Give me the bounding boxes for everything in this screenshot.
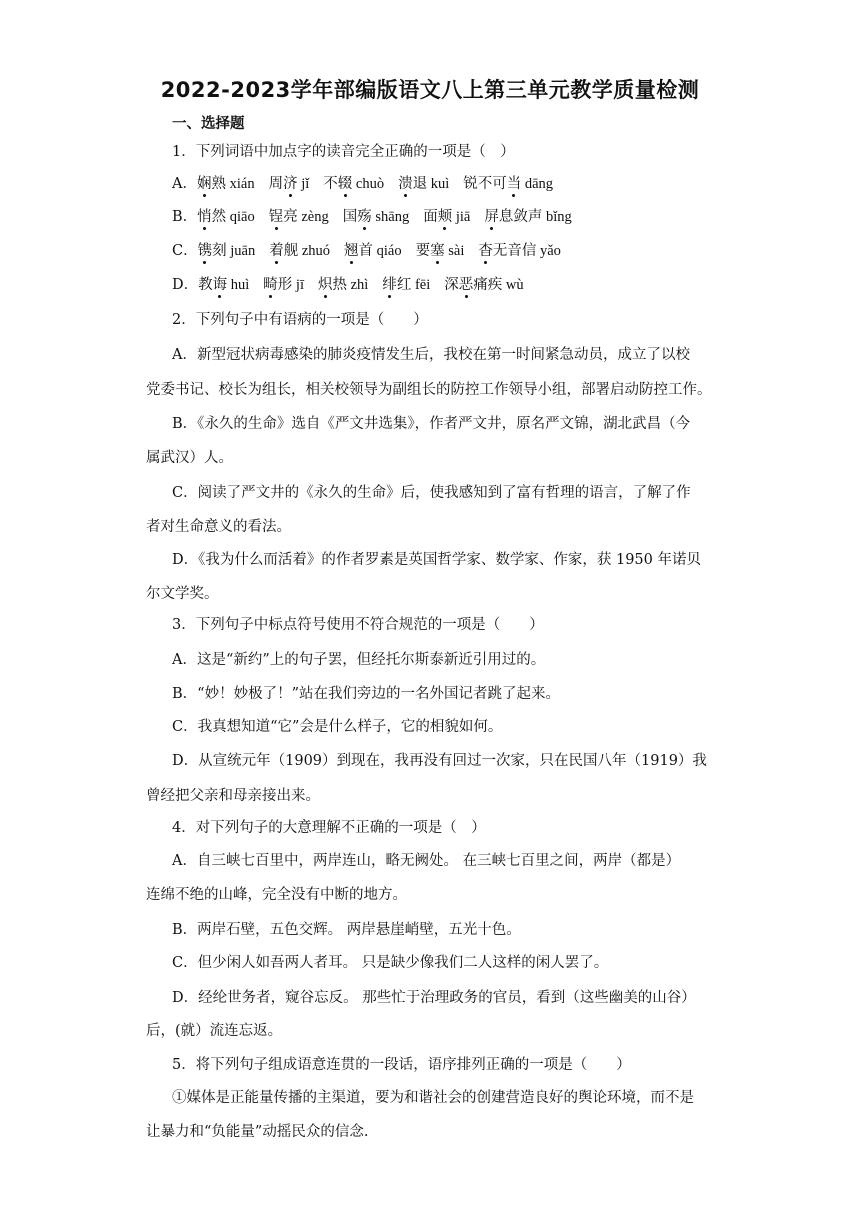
word-prefix: 要 [415, 243, 431, 259]
word-prefix: 教 [198, 277, 213, 293]
question-4-option-d-cont: 后，(就）流连忘返。 [146, 1023, 283, 1039]
word-prefix: 周 [268, 176, 284, 192]
word-prefix: 深 [444, 277, 459, 293]
question-4-option-a: A．自三峡七百里中，两岸连山，略无阙处。 在三峡七百里之间，两岸（都是） [172, 853, 681, 869]
question-4-option-b: B．两岸石壁，五色交辉。 两岸悬崖峭壁，五光十色。 [172, 922, 521, 938]
word-prefix: 不 [323, 176, 338, 192]
question-3-option-c: C．我真想知道“它”会是什么样子，它的相貌如何。 [172, 719, 503, 735]
pinyin-word [463, 176, 553, 192]
emphasis-character: 辍 [337, 176, 353, 192]
emphasis-character: 炽 [317, 277, 333, 293]
question-2-option-d: D．《我为什么而活着》的作者罗素是英国哲学家、数学家、作家，获 1950 年诺贝 [172, 552, 701, 568]
word-suffix: 熟 xián [211, 176, 255, 192]
pinyin-word [269, 176, 310, 192]
word-prefix: 锐不可 [463, 176, 507, 192]
pinyin-word [197, 176, 255, 192]
word-suffix: 息敛声 bǐng [498, 209, 572, 225]
word-suffix: 无音信 yǎo [492, 243, 561, 259]
emphasis-character: 锃 [268, 209, 284, 225]
option-label: D． [172, 277, 199, 293]
pinyin-word [344, 243, 402, 259]
word-prefix: 国 [342, 209, 358, 225]
word-suffix: 退 kuì [412, 176, 450, 192]
question-3-option-d: D．从宣统元年（1909）到现在，我再没有回过一次家，只在民国八年（1919）我 [172, 753, 707, 769]
word-suffix: 形 jī [277, 277, 304, 293]
question-2-stem: 2．下列句子中有语病的一项是（ ） [172, 312, 428, 328]
word-suffix: shāng [371, 209, 410, 225]
question-2-option-b-cont: 属武汉）人。 [146, 450, 233, 466]
word-suffix: jiā [452, 209, 471, 225]
pinyin-word [343, 209, 409, 225]
question-2-option-a-cont: 党委书记、校长为组长，相关校领导为副组长的防控工作领导小组，部署启动防控工作。 [146, 382, 712, 398]
question-5-sentence-1: ①媒体是正能量传播的主渠道，要为和谐社会的创建营造良好的舆论环境，而不是 [172, 1090, 694, 1106]
word-suffix: dāng [521, 176, 554, 192]
question-1-option-d [172, 275, 524, 295]
pinyin-word [198, 277, 249, 293]
emphasis-character: 济 [283, 176, 298, 192]
emphasis-character: 着 [269, 243, 284, 259]
emphasis-character: 屏 [484, 209, 499, 225]
pinyin-word [423, 209, 470, 225]
question-5-sentence-1-cont: 让暴力和“负能量”动摇民众的信念. [146, 1124, 369, 1140]
question-1-option-b [172, 207, 572, 227]
question-3-stem: 3．下列句子中标点符号使用不符合规范的一项是（ ） [172, 617, 544, 633]
word-suffix: jǐ [297, 176, 310, 192]
emphasis-character: 娴 [196, 176, 212, 192]
question-3-option-b: B．“妙！妙极了！”站在我们旁边的一名外国记者跳了起来。 [172, 686, 560, 702]
pinyin-word [198, 243, 256, 259]
option-label: A． [172, 176, 197, 192]
pinyin-word [398, 176, 449, 192]
page-title: 2022-2023学年部编版语文八上第三单元教学质量检测 [160, 78, 700, 102]
word-suffix: 首 qiáo [358, 243, 402, 259]
question-4-stem: 4．对下列句子的大意理解不正确的一项是（ ） [172, 820, 486, 836]
question-1-option-a [172, 174, 553, 194]
question-2-option-d-cont: 尔文学奖。 [146, 586, 219, 602]
emphasis-character: 诲 [212, 277, 228, 293]
emphasis-character: 恶 [458, 277, 474, 293]
word-suffix: 亮 zèng [283, 209, 329, 225]
word-suffix: chuò [352, 176, 385, 192]
emphasis-character: 悄 [197, 209, 212, 225]
emphasis-character: 殇 [357, 209, 372, 225]
word-suffix: 舰 zhuó [283, 243, 331, 259]
word-suffix: sài [444, 243, 465, 259]
emphasis-character: 镌 [197, 243, 213, 259]
word-prefix: 面 [423, 209, 438, 225]
question-2-option-c-cont: 者对生命意义的看法。 [146, 519, 291, 535]
section-heading: 一、选择题 [172, 115, 245, 132]
question-4-option-d: D．经纶世务者，窥谷忘反。 那些忙于治理政务的官员，看到（这些幽美的山谷） [172, 990, 696, 1006]
pinyin-word [323, 176, 384, 192]
word-suffix: 热 zhì [332, 277, 369, 293]
pinyin-word [263, 277, 304, 293]
pinyin-word [197, 209, 255, 225]
emphasis-character: 溃 [398, 176, 413, 192]
word-suffix: 痛疾 wù [473, 277, 524, 293]
question-2-option-a: A．新型冠状病毒感染的肺炎疫情发生后，我校在第一时间紧急动员，成立了以校 [172, 347, 690, 363]
question-1-stem: 1．下列词语中加点字的读音完全正确的一项是（ ） [172, 144, 515, 160]
emphasis-character: 当 [506, 176, 522, 192]
word-suffix: 然 qiāo [211, 209, 255, 225]
question-2-option-b: B．《永久的生命》选自《严文井选集》，作者严文井，原名严文锦，湖北武昌（今 [172, 416, 691, 432]
question-4-option-c: C．但少闲人如吾两人者耳。 只是缺少像我们二人这样的闲人罢了。 [172, 955, 609, 971]
word-suffix: 刻 juān [212, 243, 256, 259]
emphasis-character: 绯 [382, 277, 397, 293]
option-label: C． [172, 243, 198, 259]
emphasis-character: 杳 [478, 243, 493, 259]
pinyin-word [478, 243, 561, 259]
pinyin-word [444, 277, 523, 293]
pinyin-word [416, 243, 465, 259]
emphasis-character: 翘 [344, 243, 359, 259]
pinyin-word [382, 277, 430, 293]
pinyin-word [269, 209, 329, 225]
question-1-option-c [172, 241, 561, 261]
pinyin-word [484, 209, 571, 225]
emphasis-character: 颊 [437, 209, 453, 225]
question-2-option-c: C．阅读了严文井的《永久的生命》后，使我感知到了富有哲理的语言，了解了作 [172, 485, 691, 501]
option-label: B． [172, 209, 198, 225]
question-4-option-a-cont: 连绵不绝的山峰，完全没有中断的地方。 [146, 887, 407, 903]
pinyin-word [269, 243, 330, 259]
word-suffix: 红 fēi [396, 277, 431, 293]
emphasis-character: 塞 [430, 243, 445, 259]
question-3-option-d-cont: 曾经把父亲和母亲接出来。 [146, 788, 320, 804]
emphasis-character: 畸 [263, 277, 278, 293]
question-5-stem: 5．将下列句子组成语意连贯的一段话，语序排列正确的一项是（ ） [172, 1057, 631, 1073]
pinyin-word [318, 277, 368, 293]
question-3-option-a: A．这是“新约”上的句子罢，但经托尔斯泰新近引用过的。 [172, 652, 546, 668]
word-suffix: huì [227, 277, 250, 293]
